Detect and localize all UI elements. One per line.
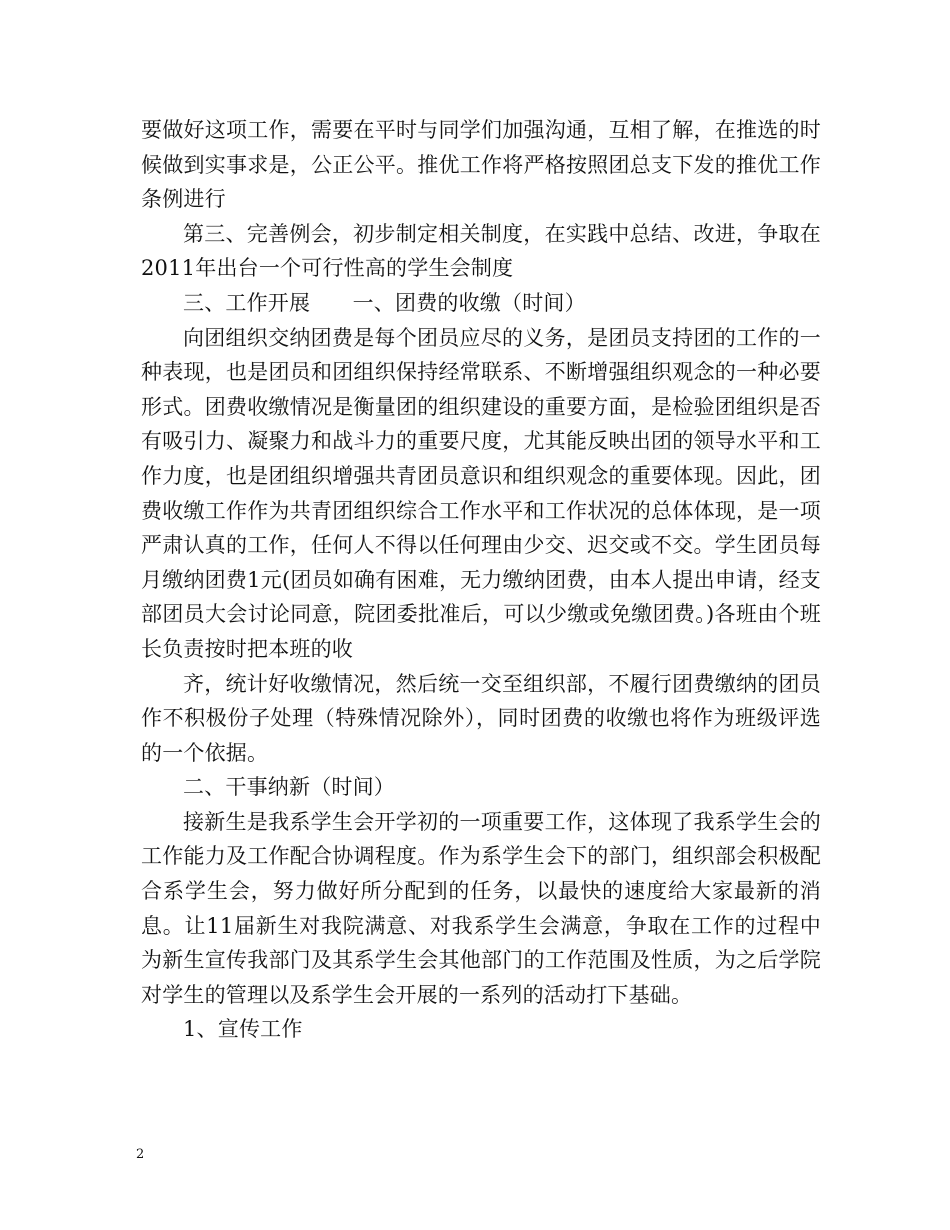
paragraph-fee-collection: 齐，统计好收缴情况，然后统一交至组织部，不履行团费缴纳的团员作不积极份子处理（特殊情况除外），同时团费的收缴也将作为班级评选的一个依据。 [141,671,821,765]
document-body [141,113,821,1047]
paragraph-meeting-system: 第三、完善例会，初步制定相关制度，在实践中总结、改进，争取在2011年出台一个可行性高的学生会制度 [141,221,821,281]
paragraph-league-fees: 向团组织交纳团费是每个团员应尽的义务，是团员支持团的工作的一种表现，也是团员和团组织保持经常联系、不断增强组织观念的一种必要形式。团费收缴情况是衡量团的组织建设的重要方面，是检验团组织是否有吸引力、凝聚力和战斗力的重要尺度，尤其能反映出团的领导水平和工作力度，也是团组织增强共青团员意识和组织观念的重要体现。因此，团费收缴工作作为共青团组织综合工作水平和工作状况的总体体现，是一项严肃认真的工作，任何人不得以任何理由少交、迟交或不交。学生团员每月缴纳团费1元(团员如确有困难，无力缴纳团费，由本人提出申请，经支部团员大会讨论同意，院团委批准后，可以少缴或免缴团费。)各班由个班长负责按时把本班的收 [141,325,821,661]
section-heading-work-plan: 三、工作开展 一、团费的收缴（时间） [183,290,586,315]
subheading-publicity-work: 1、宣传工作 [183,1017,303,1042]
paragraph-new-students: 接新生是我系学生会开学初的一项重要工作，这体现了我系学生会的工作能力及工作配合协调程度。作为系学生会下的部门，组织部会积极配合系学生会，努力做好所分配到的任务，以最快的速度给大家最新的消息。让11届新生对我院满意、对我系学生会满意，争取在工作的过程中为新生宣传我部门及其系学生会其他部门的工作范围及性质，为之后学院对学生的管理以及系学生会开展的一系列的活动打下基础。 [141,809,821,1007]
section-heading-recruitment: 二、干事纳新（时间） [183,775,395,800]
paragraph-recommendation-continued: 要做好这项工作，需要在平时与同学们加强沟通，互相了解，在推选的时候做到实事求是，公正公平。推优工作将严格按照团总支下发的推优工作条例进行 [141,118,821,212]
page-number: 2 [136,1147,145,1162]
